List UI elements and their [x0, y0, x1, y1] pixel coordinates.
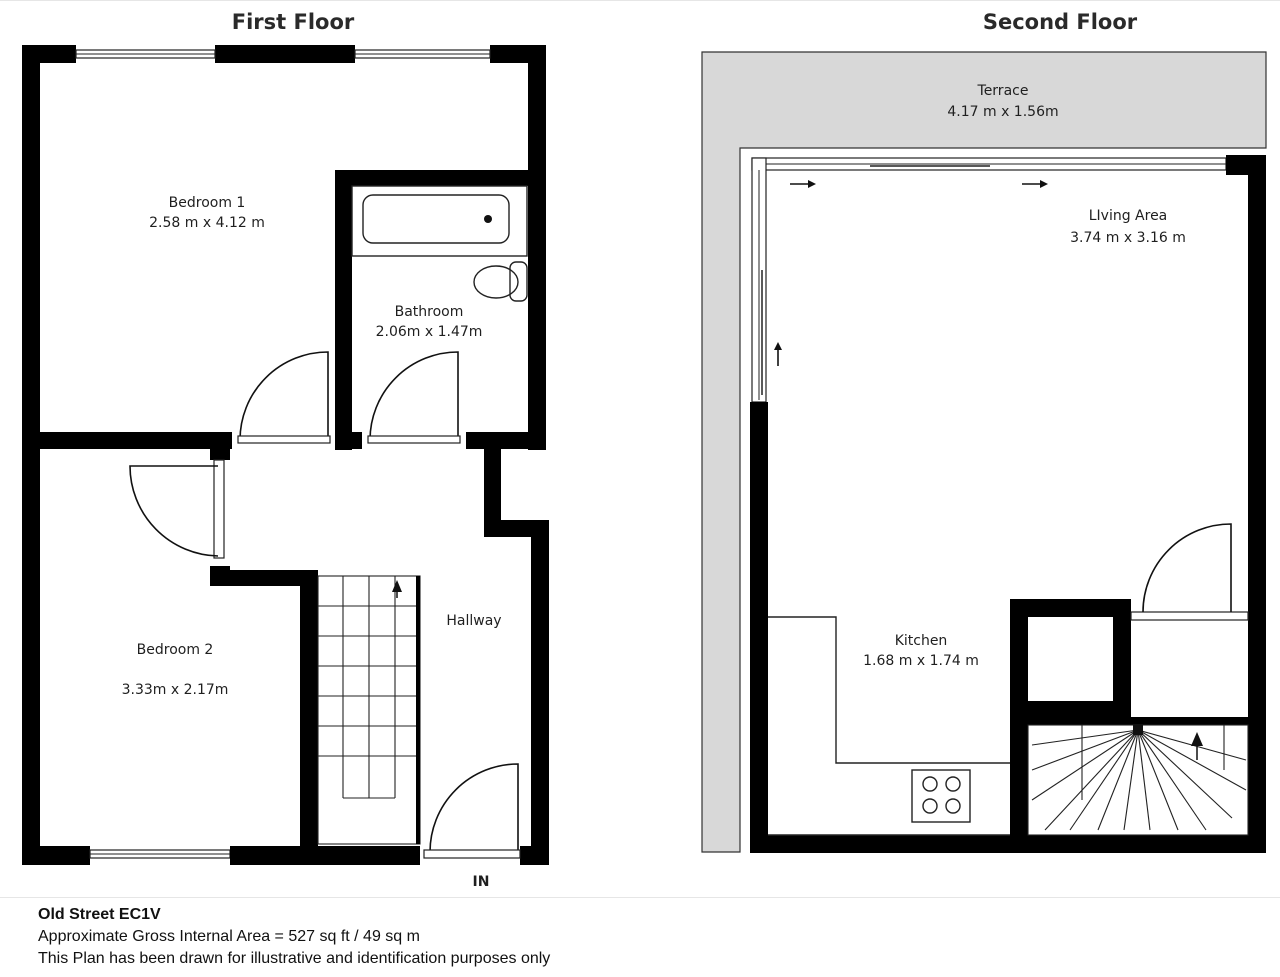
- slide-arrow-icon: [808, 180, 816, 188]
- terrace-label: Terrace: [977, 83, 1029, 99]
- hob-ring-icon: [946, 777, 960, 791]
- living-label: LIving Area: [1088, 208, 1168, 224]
- wall-mid-left: [22, 432, 232, 449]
- first-floor-plan: [22, 10, 549, 890]
- living-size: 3.74 m x 3.16 m: [1070, 230, 1186, 246]
- wall-bathroom-top: [335, 170, 546, 186]
- living-door-frame: [1131, 612, 1248, 620]
- wall-left: [22, 45, 40, 865]
- wall-top-segment: [22, 45, 76, 63]
- first-floor-stairs: [318, 576, 420, 844]
- bath-outline: [352, 186, 527, 256]
- second-floor-plan: [702, 10, 1266, 853]
- second-floor-stairs: [1028, 725, 1248, 835]
- wall-closet-bottom: [1010, 701, 1131, 719]
- bathroom-door: [370, 352, 458, 440]
- kitchen-counter: [768, 617, 1010, 763]
- terrace-size: 4.17 m x 1.56m: [947, 104, 1059, 120]
- hallway-label: Hallway: [446, 613, 502, 629]
- hob-ring-icon: [923, 777, 937, 791]
- entrance-door: [430, 764, 518, 852]
- bathroom-size: 2.06m x 1.47m: [375, 324, 483, 340]
- hob-ring-icon: [923, 799, 937, 813]
- wall-post: [210, 440, 230, 460]
- bedroom2-label: Bedroom 2: [136, 642, 214, 658]
- hob-ring-icon: [946, 799, 960, 813]
- wall-right: [1248, 155, 1266, 853]
- bathroom-door-frame: [368, 436, 460, 443]
- bedroom1-door-frame: [238, 436, 330, 443]
- bedroom2-door-frame: [214, 460, 224, 558]
- living-door: [1143, 524, 1231, 612]
- slide-arrow-icon: [774, 342, 782, 350]
- gross-internal-area: Approximate Gross Internal Area = 527 sq ft / 49 sq m: [38, 928, 420, 945]
- wall-bottom-mid: [230, 846, 420, 865]
- wall-mid-right: [466, 432, 546, 449]
- kitchen-label: Kitchen: [894, 633, 948, 649]
- toilet-bowl: [474, 266, 518, 298]
- slide-arrow-icon: [1040, 180, 1048, 188]
- wall-stair-left: [1010, 719, 1028, 839]
- bedroom1-size: 2.58 m x 4.12 m: [149, 215, 265, 231]
- first-floor-title: First Floor: [231, 10, 355, 34]
- entrance-door-frame: [424, 850, 520, 858]
- kitchen-size: 1.68 m x 1.74 m: [863, 653, 979, 669]
- stair-arrow-icon: [392, 580, 402, 592]
- hob: [912, 770, 970, 822]
- bath-drain: [484, 215, 492, 223]
- bathroom-label: Bathroom: [394, 304, 464, 320]
- wall-bottom-left: [22, 846, 90, 865]
- wall-hall-right: [531, 520, 549, 865]
- wall-left: [750, 402, 768, 853]
- bedroom1-label: Bedroom 1: [168, 195, 246, 211]
- bedroom1-door: [240, 352, 328, 440]
- terrace-area: [702, 52, 1266, 852]
- bedroom2-door: [130, 466, 218, 556]
- wall-bathroom-left: [335, 170, 352, 450]
- wall-bottom-right: [520, 846, 549, 865]
- stair-right-rail: [416, 576, 420, 844]
- plan-footer: [38, 904, 738, 970]
- second-floor-title: Second Floor: [982, 10, 1138, 34]
- bedroom2-size: 3.33m x 2.17m: [121, 682, 229, 698]
- wall-stair-left: [300, 570, 318, 850]
- wall-bottom: [750, 835, 1266, 853]
- stair-arrow-icon: [1191, 732, 1203, 746]
- wall-mid-center: [335, 432, 362, 449]
- wall-right-upper: [528, 45, 546, 450]
- wall-stair-top: [1028, 717, 1248, 725]
- disclaimer: This Plan has been drawn for illustrative and identification purposes only: [38, 950, 551, 967]
- entrance-label: IN: [472, 874, 490, 890]
- address: Old Street EC1V: [38, 906, 161, 923]
- wall-top-segment: [215, 45, 355, 63]
